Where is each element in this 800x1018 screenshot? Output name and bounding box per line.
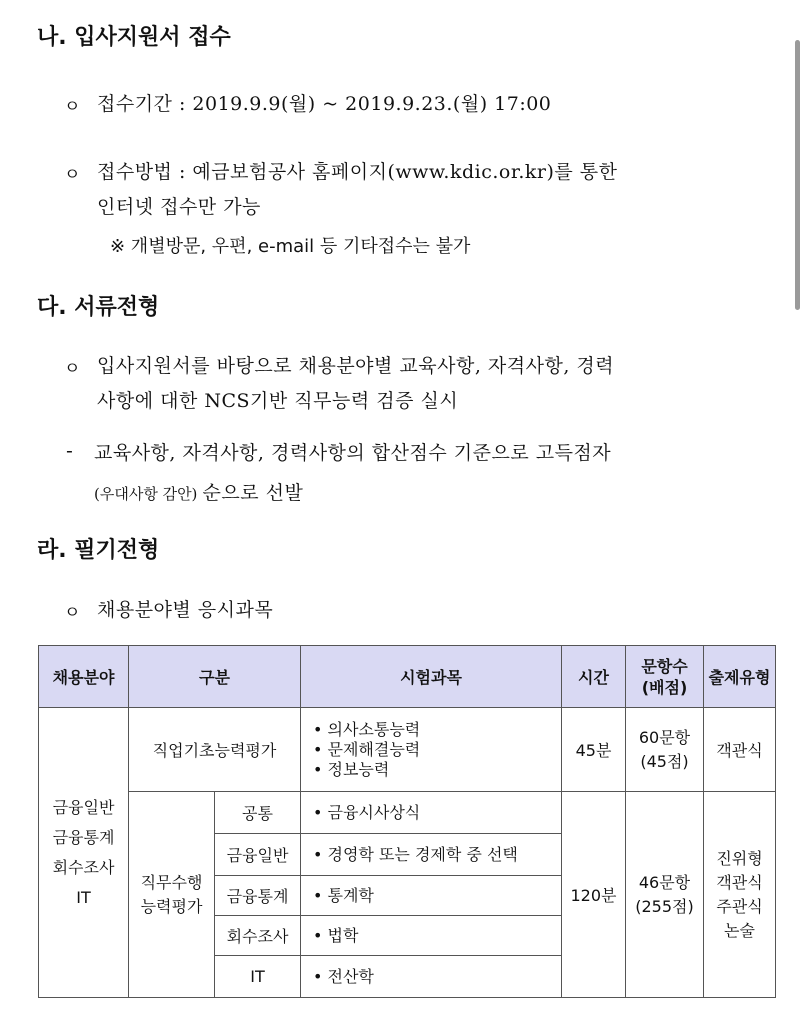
header-field: 채용분야	[39, 646, 129, 708]
basic-ability-subjects	[301, 708, 562, 792]
job-subcategory: IT	[215, 956, 301, 998]
questions-count: 60문항	[638, 727, 691, 747]
subject-item: • 의사소통능력	[313, 719, 421, 739]
header-type: 출제유형	[704, 646, 776, 708]
job-ability-questions	[626, 792, 704, 998]
subject-item: • 정보능력	[313, 759, 390, 779]
circle-bullet: ㅇ	[64, 603, 81, 623]
header-questions	[626, 646, 704, 708]
circle-bullet: ㅇ	[64, 165, 81, 185]
table-row	[39, 708, 776, 792]
section-ra-title: 라. 필기전형	[37, 538, 160, 563]
job-subject: • 전산학	[301, 956, 562, 998]
table-header-row	[39, 646, 776, 708]
selection-order: 순으로 선발	[202, 482, 304, 504]
job-subcategory: 회수조사	[215, 916, 301, 956]
field-item: 금융통계	[52, 827, 115, 847]
questions-points: (45점)	[640, 751, 689, 771]
type-item: 주관식	[716, 896, 763, 916]
header-category: 구분	[129, 646, 301, 708]
job-ability-category	[129, 792, 215, 998]
header-questions-line2: (배점)	[641, 677, 688, 697]
screening-criteria-line1: 교육사항, 자격사항, 경력사항의 합산점수 기준으로 고득점자	[94, 442, 612, 464]
field-item: 회수조사	[52, 857, 115, 877]
circle-bullet: ㅇ	[64, 97, 81, 117]
job-ability-time: 120분	[562, 792, 626, 998]
type-item: 객관식	[716, 872, 763, 892]
basic-ability-questions	[626, 708, 704, 792]
type-item: 논술	[724, 920, 755, 940]
field-item: 금융일반	[52, 797, 115, 817]
circle-bullet: ㅇ	[64, 359, 81, 379]
subject-item: • 문제해결능력	[313, 739, 421, 759]
section-na-title: 나. 입사지원서 접수	[37, 25, 231, 50]
recruit-fields	[39, 708, 129, 998]
preference-note: (우대사항 감안)	[94, 485, 198, 503]
document-screening-line2: 사항에 대한 NCS기반 직무능력 검증 실시	[97, 390, 459, 412]
screening-criteria-line2	[94, 478, 303, 505]
job-subcategory: 공통	[215, 792, 301, 834]
basic-ability-time: 45분	[562, 708, 626, 792]
exam-subjects-label: 채용분야별 응시과목	[97, 599, 274, 621]
job-subject: • 통계학	[301, 876, 562, 916]
job-subject: • 금융시사상식	[301, 792, 562, 834]
questions-count: 46문항	[638, 872, 691, 892]
job-subject: • 경영학 또는 경제학 중 선택	[301, 834, 562, 876]
section-da-title: 다. 서류전형	[37, 295, 160, 320]
application-note: ※ 개별방문, 우편, e-mail 등 기타접수는 불가	[110, 236, 471, 257]
job-subcategory: 금융일반	[215, 834, 301, 876]
job-ability-type	[704, 792, 776, 998]
document-screening-line1: 입사지원서를 바탕으로 채용분야별 교육사항, 자격사항, 경력	[97, 355, 615, 377]
application-period: 접수기간 : 2019.9.9(월) ~ 2019.9.23.(월) 17:00	[97, 93, 552, 115]
category-line2: 능력평가	[140, 896, 203, 916]
job-subject: • 법학	[301, 916, 562, 956]
questions-points: (255점)	[635, 896, 694, 916]
type-item: 진위형	[716, 848, 763, 868]
dash-bullet: -	[66, 440, 73, 462]
table-row	[39, 792, 776, 834]
basic-ability-type: 객관식	[704, 708, 776, 792]
exam-subjects-table	[38, 645, 776, 998]
category-line1: 직무수행	[140, 872, 203, 892]
basic-ability-category: 직업기초능력평가	[129, 708, 301, 792]
header-time: 시간	[562, 646, 626, 708]
job-subcategory: 금융통계	[215, 876, 301, 916]
header-questions-line1: 문항수	[641, 656, 688, 676]
field-item: IT	[76, 887, 91, 907]
scrollbar[interactable]	[795, 40, 800, 310]
header-subjects: 시험과목	[301, 646, 562, 708]
application-method-line1: 접수방법 : 예금보험공사 홈페이지(www.kdic.or.kr)를 통한	[97, 161, 618, 183]
application-method-line2: 인터넷 접수만 가능	[97, 196, 261, 218]
